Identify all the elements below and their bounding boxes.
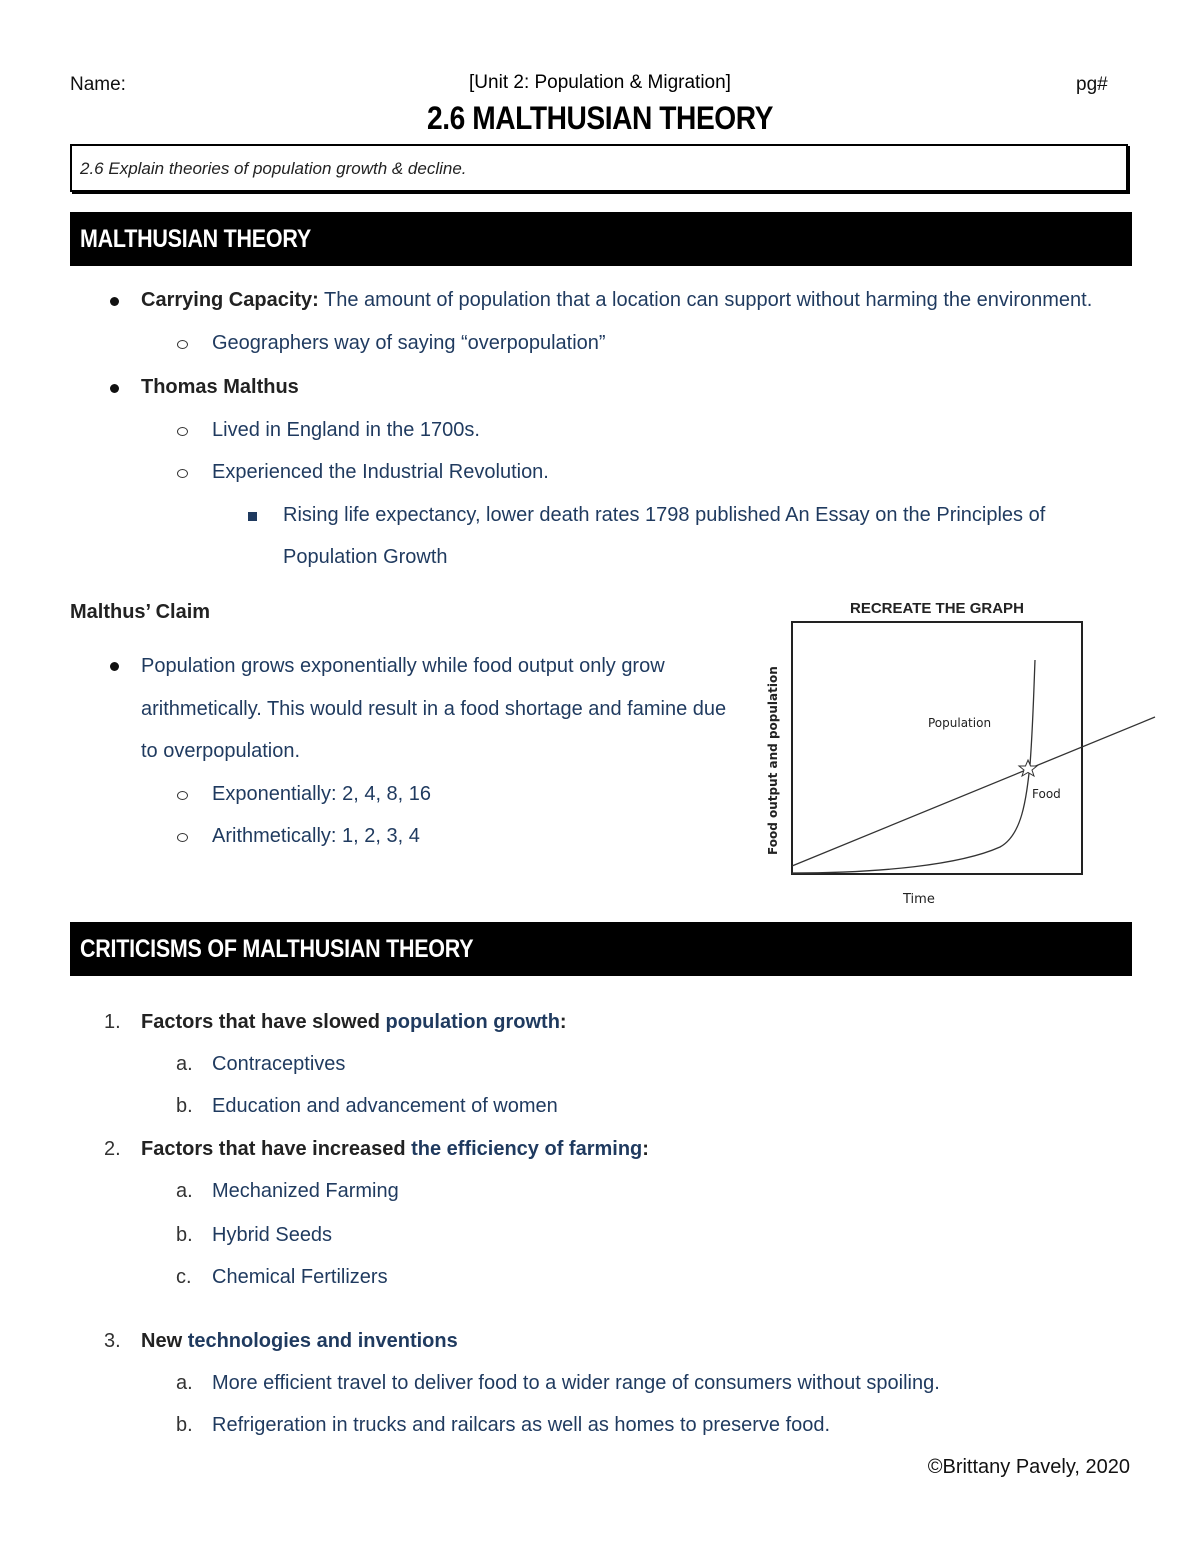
x-axis-label: Time [903, 892, 935, 907]
list-number: 1. [104, 1011, 121, 1033]
list-number: 2. [104, 1138, 121, 1160]
malthus-claim-heading: Malthus’ Claim [70, 601, 211, 623]
criticism-2a: Mechanized Farming [212, 1180, 399, 1202]
section-heading-text: MALTHUSIAN THEORY [80, 225, 311, 253]
food-line [792, 717, 1155, 866]
population-curve [792, 660, 1035, 873]
section-heading-malthusian-theory [70, 212, 1132, 266]
criticism-2c: Chemical Fertilizers [212, 1266, 388, 1288]
carrying-capacity-definition: The amount of population that a location can support without harming the environment. [318, 289, 1093, 311]
page-number-label: pg# [1076, 74, 1108, 95]
graph-title: RECREATE THE GRAPH [850, 600, 1024, 617]
malthus-essay-line2: Population Growth [283, 546, 448, 568]
criticism-1a: Contraceptives [212, 1053, 346, 1075]
criticism-1b: Education and advancement of women [212, 1095, 558, 1117]
criticism-2b: Hybrid Seeds [212, 1224, 333, 1246]
claim-text-line2: arithmetically. This would result in a food shortage and famine due [141, 698, 727, 720]
food-line-label: Food [1032, 787, 1061, 801]
exponential-example: Exponentially: 2, 4, 8, 16 [212, 783, 432, 805]
copyright-footer: ©Brittany Pavely, 2020 [927, 1456, 1130, 1478]
claim-text-line3: to overpopulation. [141, 740, 301, 762]
sub-bullet-icon [177, 791, 188, 800]
carrying-capacity-note: Geographers way of saying “overpopulation” [212, 332, 606, 354]
bullet-icon [110, 662, 119, 671]
item-highlight-text: population growth [385, 1011, 560, 1033]
sub-bullet-icon [177, 340, 188, 349]
criticism-item-3 [141, 1330, 458, 1353]
sub-bullet-icon [177, 833, 188, 842]
objective-text: 2.6 Explain theories of population growth & decline. [80, 159, 467, 178]
list-letter: a. [176, 1372, 193, 1394]
carrying-capacity-item [141, 289, 1092, 312]
list-letter: a. [176, 1180, 193, 1202]
section-heading-criticisms [70, 922, 1132, 976]
item-tail-text: : [642, 1138, 649, 1160]
list-letter: b. [176, 1224, 193, 1246]
list-letter: b. [176, 1414, 193, 1436]
graph-frame [792, 622, 1082, 874]
item-lead-text: Factors that have increased [141, 1138, 412, 1160]
item-lead-text: Factors that have slowed [141, 1011, 386, 1033]
criticism-item-1 [141, 1011, 567, 1034]
section-heading-text: CRITICISMS OF MALTHUSIAN THEORY [80, 935, 474, 963]
item-lead-text: New [141, 1330, 188, 1352]
y-axis-label: Food output and population [766, 666, 780, 855]
item-highlight-text: the efficiency of farming [411, 1138, 643, 1160]
arithmetic-example: Arithmetically: 1, 2, 3, 4 [212, 825, 420, 847]
criticism-3a: More efficient travel to deliver food to a wider range of consumers without spoiling. [212, 1372, 940, 1394]
square-bullet-icon [248, 512, 257, 521]
page-title: 2.6 MALTHUSIAN THEORY [427, 100, 773, 136]
criticism-item-2 [141, 1138, 649, 1161]
intersection-star-icon [1019, 760, 1037, 776]
carrying-capacity-term: Carrying Capacity: [141, 289, 319, 311]
list-letter: c. [176, 1266, 192, 1288]
bullet-icon [110, 297, 119, 306]
item-highlight-text: technologies and inventions [187, 1330, 458, 1352]
malthus-industrial-note: Experienced the Industrial Revolution. [212, 461, 549, 483]
list-letter: a. [176, 1053, 193, 1075]
bullet-icon [110, 384, 119, 393]
population-curve-label: Population [928, 716, 992, 730]
malthus-essay-line1: Rising life expectancy, lower death rates 1798 published An Essay on the Principles of [283, 504, 1046, 526]
malthus-england-note: Lived in England in the 1700s. [212, 419, 480, 441]
sub-bullet-icon [177, 469, 188, 478]
list-letter: b. [176, 1095, 193, 1117]
unit-label: [Unit 2: Population & Migration] [469, 72, 731, 93]
malthus-graph [760, 615, 1160, 915]
list-number: 3. [104, 1330, 121, 1352]
item-tail-text: : [559, 1011, 567, 1033]
claim-text-line1: Population grows exponentially while food output only grow [141, 655, 665, 677]
thomas-malthus-item: Thomas Malthus [141, 376, 299, 398]
sub-bullet-icon [177, 427, 188, 436]
criticism-3b: Refrigeration in trucks and railcars as well as homes to preserve food. [212, 1414, 831, 1436]
name-label: Name: [70, 74, 126, 95]
